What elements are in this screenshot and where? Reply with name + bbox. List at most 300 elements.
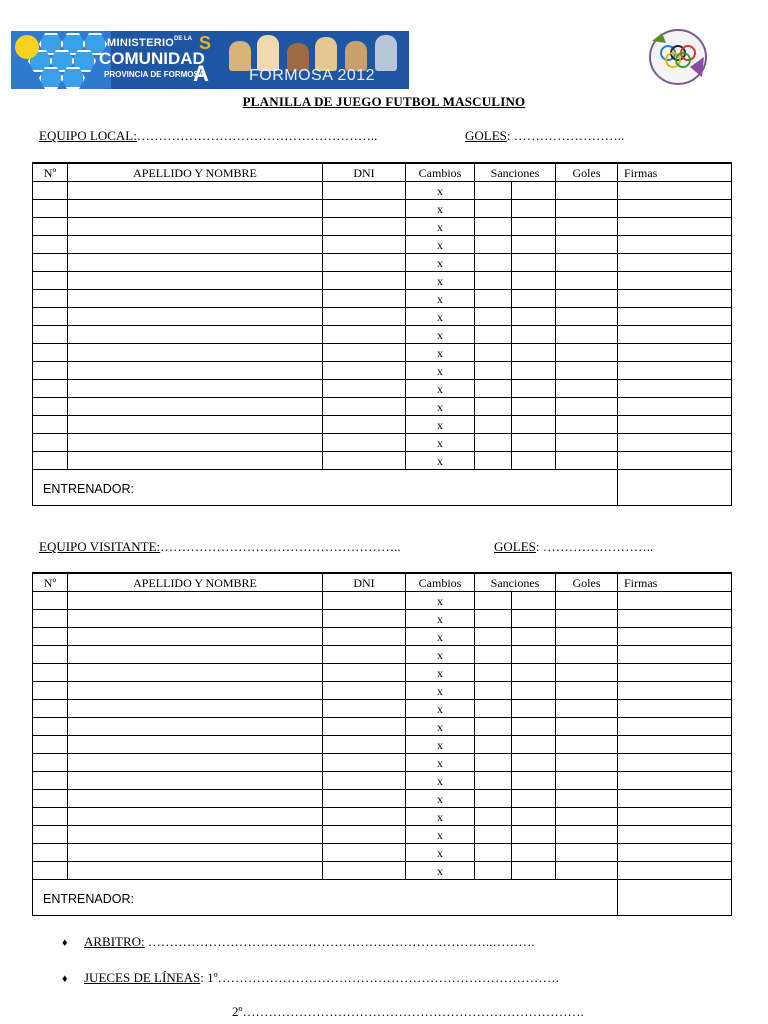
changes-cell[interactable]: x [406, 236, 475, 254]
number-cell[interactable] [33, 326, 68, 344]
col-sanctions-header: Sanciones [475, 573, 556, 592]
goals-cell[interactable] [556, 380, 618, 398]
number-cell[interactable] [33, 218, 68, 236]
goals-cell[interactable] [556, 434, 618, 452]
sanction-cell-2[interactable] [512, 772, 556, 790]
dni-cell[interactable] [323, 808, 406, 826]
changes-cell[interactable]: x [406, 646, 475, 664]
goals-cell[interactable] [556, 592, 618, 610]
goals-cell[interactable] [556, 754, 618, 772]
signature-cell[interactable] [618, 416, 732, 434]
visitor-team-label: EQUIPO VISITANTE: [39, 539, 161, 554]
sanction-cell-2[interactable] [512, 718, 556, 736]
number-cell[interactable] [33, 236, 68, 254]
sanction-cell-1[interactable] [475, 736, 512, 754]
name-cell[interactable] [68, 344, 323, 362]
dni-cell[interactable] [323, 718, 406, 736]
name-cell[interactable] [68, 416, 323, 434]
changes-cell[interactable]: x [406, 272, 475, 290]
changes-cell[interactable]: x [406, 592, 475, 610]
changes-cell[interactable]: x [406, 290, 475, 308]
local-team-field[interactable]: ……………………………………………….. [136, 128, 378, 143]
sanction-cell-2[interactable] [512, 808, 556, 826]
signature-cell[interactable] [618, 362, 732, 380]
changes-cell[interactable]: x [406, 754, 475, 772]
number-cell[interactable] [33, 380, 68, 398]
changes-cell[interactable]: x [406, 200, 475, 218]
name-cell[interactable] [68, 200, 323, 218]
referee-field[interactable]: ……………………………………………………………………..………. [144, 934, 535, 949]
name-cell[interactable] [68, 646, 323, 664]
number-cell[interactable] [33, 790, 68, 808]
dni-cell[interactable] [323, 452, 406, 470]
number-cell[interactable] [33, 290, 68, 308]
sanction-cell-2[interactable] [512, 398, 556, 416]
goals-cell[interactable] [556, 610, 618, 628]
table-row [33, 398, 732, 416]
table-row [33, 272, 732, 290]
signature-cell[interactable] [618, 200, 732, 218]
sanction-cell-1[interactable] [475, 682, 512, 700]
name-cell[interactable] [68, 844, 323, 862]
name-cell[interactable] [68, 718, 323, 736]
signature-cell[interactable] [618, 290, 732, 308]
goals-cell[interactable] [556, 344, 618, 362]
table-row [33, 826, 732, 844]
table-row [33, 844, 732, 862]
sanction-cell-1[interactable] [475, 290, 512, 308]
signature-cell[interactable] [618, 380, 732, 398]
name-cell[interactable] [68, 610, 323, 628]
sanction-cell-2[interactable] [512, 682, 556, 700]
name-cell[interactable] [68, 254, 323, 272]
sanction-cell-2[interactable] [512, 308, 556, 326]
signature-cell[interactable] [618, 826, 732, 844]
name-cell[interactable] [68, 790, 323, 808]
sanction-cell-2[interactable] [512, 344, 556, 362]
sanction-cell-2[interactable] [512, 700, 556, 718]
number-cell[interactable] [33, 826, 68, 844]
goals-cell[interactable] [556, 452, 618, 470]
signature-cell[interactable] [618, 736, 732, 754]
sanction-cell-1[interactable] [475, 862, 512, 880]
sanction-cell-2[interactable] [512, 844, 556, 862]
page-title: PLANILLA DE JUEGO FUTBOL MASCULINO [242, 94, 526, 109]
signature-cell[interactable] [618, 718, 732, 736]
name-cell[interactable] [68, 628, 323, 646]
sanction-cell-1[interactable] [475, 308, 512, 326]
name-cell[interactable] [68, 218, 323, 236]
sanction-cell-2[interactable] [512, 416, 556, 434]
changes-cell[interactable]: x [406, 664, 475, 682]
goals-cell[interactable] [556, 736, 618, 754]
goals-cell[interactable] [556, 200, 618, 218]
number-cell[interactable] [33, 628, 68, 646]
goals-cell[interactable] [556, 254, 618, 272]
sanction-cell-1[interactable] [475, 772, 512, 790]
dni-cell[interactable] [323, 772, 406, 790]
number-cell[interactable] [33, 772, 68, 790]
signature-cell[interactable] [618, 452, 732, 470]
banner-s-letter: S [199, 33, 212, 53]
goals-cell[interactable] [556, 664, 618, 682]
col-signatures-header: Firmas [618, 163, 732, 182]
dni-cell[interactable] [323, 182, 406, 200]
changes-cell[interactable]: x [406, 772, 475, 790]
goals-cell[interactable] [556, 272, 618, 290]
goals-cell[interactable] [556, 808, 618, 826]
banner-community-label: COMUNIDAD [99, 49, 205, 68]
diamond-bullet-icon: ♦ [62, 973, 68, 985]
signature-cell[interactable] [618, 272, 732, 290]
sanction-cell-2[interactable] [512, 182, 556, 200]
sanction-cell-1[interactable] [475, 718, 512, 736]
changes-cell[interactable]: x [406, 452, 475, 470]
dni-cell[interactable] [323, 736, 406, 754]
dni-cell[interactable] [323, 290, 406, 308]
name-cell[interactable] [68, 308, 323, 326]
name-cell[interactable] [68, 272, 323, 290]
sanction-cell-1[interactable] [475, 218, 512, 236]
sanction-cell-2[interactable] [512, 218, 556, 236]
visitor-team-line [39, 539, 401, 555]
number-cell[interactable] [33, 434, 68, 452]
name-cell[interactable] [68, 808, 323, 826]
name-cell[interactable] [68, 434, 323, 452]
changes-cell[interactable]: x [406, 718, 475, 736]
header-banner [11, 31, 409, 89]
goals-cell[interactable] [556, 398, 618, 416]
table-row [33, 754, 732, 772]
sanction-cell-1[interactable] [475, 754, 512, 772]
referee-line [62, 934, 535, 950]
linesmen-label: JUECES DE LÍNEAS [84, 970, 201, 985]
local-goals-label: GOLES [465, 128, 507, 143]
signature-cell[interactable] [618, 344, 732, 362]
table-row [33, 808, 732, 826]
dni-cell[interactable] [323, 272, 406, 290]
sanction-cell-2[interactable] [512, 664, 556, 682]
number-cell[interactable] [33, 718, 68, 736]
signature-cell[interactable] [618, 218, 732, 236]
signature-cell[interactable] [618, 844, 732, 862]
number-cell[interactable] [33, 754, 68, 772]
sanction-cell-1[interactable] [475, 628, 512, 646]
number-cell[interactable] [33, 844, 68, 862]
dni-cell[interactable] [323, 308, 406, 326]
sanction-cell-2[interactable] [512, 290, 556, 308]
sanction-cell-1[interactable] [475, 398, 512, 416]
banner-ministry-label: MINISTERIO [107, 37, 175, 49]
name-cell[interactable] [68, 664, 323, 682]
table-row [33, 308, 732, 326]
goals-cell[interactable] [556, 682, 618, 700]
number-cell[interactable] [33, 682, 68, 700]
sanction-cell-1[interactable] [475, 416, 512, 434]
name-cell[interactable] [68, 182, 323, 200]
number-cell[interactable] [33, 272, 68, 290]
signature-cell[interactable] [618, 254, 732, 272]
dni-cell[interactable] [323, 826, 406, 844]
linesman-1-field[interactable]: : 1º……………………………………………………………………. [200, 970, 559, 985]
number-cell[interactable] [33, 308, 68, 326]
visitor-team-field[interactable]: ……………………………………………….. [160, 539, 401, 554]
dni-cell[interactable] [323, 844, 406, 862]
coach-signature-cell[interactable] [618, 470, 732, 506]
name-cell[interactable] [68, 398, 323, 416]
signature-cell[interactable] [618, 610, 732, 628]
goals-cell[interactable] [556, 826, 618, 844]
changes-cell[interactable]: x [406, 362, 475, 380]
signature-cell[interactable] [618, 592, 732, 610]
signature-cell[interactable] [618, 700, 732, 718]
name-cell[interactable] [68, 290, 323, 308]
sanction-cell-2[interactable] [512, 326, 556, 344]
local-team-label: EQUIPO LOCAL: [39, 128, 137, 143]
signature-cell[interactable] [618, 308, 732, 326]
goals-cell[interactable] [556, 362, 618, 380]
dni-cell[interactable] [323, 200, 406, 218]
dni-cell[interactable] [323, 664, 406, 682]
goals-cell[interactable] [556, 862, 618, 880]
number-cell[interactable] [33, 398, 68, 416]
number-cell[interactable] [33, 808, 68, 826]
dni-cell[interactable] [323, 326, 406, 344]
changes-cell[interactable]: x [406, 398, 475, 416]
sanction-cell-1[interactable] [475, 380, 512, 398]
coach-signature-cell[interactable] [618, 880, 732, 916]
number-cell[interactable] [33, 362, 68, 380]
goals-cell[interactable] [556, 182, 618, 200]
sanction-cell-1[interactable] [475, 844, 512, 862]
changes-cell[interactable]: x [406, 844, 475, 862]
changes-cell[interactable]: x [406, 218, 475, 236]
signature-cell[interactable] [618, 808, 732, 826]
sanction-cell-1[interactable] [475, 790, 512, 808]
sanction-cell-1[interactable] [475, 592, 512, 610]
col-name-header: APELLIDO Y NOMBRE [68, 573, 323, 592]
table-row [33, 718, 732, 736]
name-cell[interactable] [68, 362, 323, 380]
number-cell[interactable] [33, 254, 68, 272]
name-cell[interactable] [68, 592, 323, 610]
signature-cell[interactable] [618, 790, 732, 808]
number-cell[interactable] [33, 416, 68, 434]
number-cell[interactable] [33, 700, 68, 718]
dni-cell[interactable] [323, 610, 406, 628]
changes-cell[interactable]: x [406, 808, 475, 826]
sanction-cell-1[interactable] [475, 664, 512, 682]
goals-cell[interactable] [556, 218, 618, 236]
dni-cell[interactable] [323, 398, 406, 416]
signature-cell[interactable] [618, 628, 732, 646]
sanction-cell-2[interactable] [512, 434, 556, 452]
name-cell[interactable] [68, 452, 323, 470]
signature-cell[interactable] [618, 862, 732, 880]
col-goals-header: Goles [556, 573, 618, 592]
sanction-cell-2[interactable] [512, 754, 556, 772]
linesmen-line [62, 970, 559, 986]
sanction-cell-2[interactable] [512, 362, 556, 380]
sanction-cell-2[interactable] [512, 272, 556, 290]
changes-cell[interactable]: x [406, 610, 475, 628]
name-cell[interactable] [68, 682, 323, 700]
goals-cell[interactable] [556, 646, 618, 664]
goals-cell[interactable] [556, 326, 618, 344]
col-name-header: APELLIDO Y NOMBRE [68, 163, 323, 182]
sanction-cell-2[interactable] [512, 646, 556, 664]
linesman-2-field[interactable]: 2º……………………………………………………………………. [232, 1004, 584, 1019]
changes-cell[interactable]: x [406, 416, 475, 434]
sanction-cell-1[interactable] [475, 610, 512, 628]
dni-cell[interactable] [323, 344, 406, 362]
signature-cell[interactable] [618, 398, 732, 416]
changes-cell[interactable]: x [406, 380, 475, 398]
goals-cell[interactable] [556, 416, 618, 434]
sports-department-logo-icon [646, 27, 710, 87]
sanction-cell-2[interactable] [512, 380, 556, 398]
changes-cell[interactable]: x [406, 628, 475, 646]
changes-cell[interactable]: x [406, 682, 475, 700]
name-cell[interactable] [68, 826, 323, 844]
name-cell[interactable] [68, 862, 323, 880]
changes-cell[interactable]: x [406, 344, 475, 362]
number-cell[interactable] [33, 646, 68, 664]
dni-cell[interactable] [323, 434, 406, 452]
name-cell[interactable] [68, 326, 323, 344]
changes-cell[interactable]: x [406, 826, 475, 844]
sanction-cell-1[interactable] [475, 326, 512, 344]
dni-cell[interactable] [323, 790, 406, 808]
number-cell[interactable] [33, 610, 68, 628]
sanction-cell-2[interactable] [512, 862, 556, 880]
goals-cell[interactable] [556, 236, 618, 254]
number-cell[interactable] [33, 344, 68, 362]
sanction-cell-2[interactable] [512, 610, 556, 628]
sanction-cell-1[interactable] [475, 182, 512, 200]
signature-cell[interactable] [618, 754, 732, 772]
dni-cell[interactable] [323, 754, 406, 772]
name-cell[interactable] [68, 736, 323, 754]
changes-cell[interactable]: x [406, 326, 475, 344]
changes-cell[interactable]: x [406, 254, 475, 272]
visitor-goals-field[interactable]: : …………………….. [535, 539, 654, 554]
name-cell[interactable] [68, 380, 323, 398]
goals-cell[interactable] [556, 844, 618, 862]
sanction-cell-2[interactable] [512, 628, 556, 646]
dni-cell[interactable] [323, 682, 406, 700]
signature-cell[interactable] [618, 236, 732, 254]
signature-cell[interactable] [618, 182, 732, 200]
table-row [33, 592, 732, 610]
sanction-cell-1[interactable] [475, 272, 512, 290]
banner-event-label: FORMOSA 2012 [249, 67, 376, 84]
sanction-cell-1[interactable] [475, 826, 512, 844]
signature-cell[interactable] [618, 772, 732, 790]
changes-cell[interactable]: x [406, 700, 475, 718]
goals-cell[interactable] [556, 718, 618, 736]
signature-cell[interactable] [618, 326, 732, 344]
dni-cell[interactable] [323, 416, 406, 434]
goals-cell[interactable] [556, 790, 618, 808]
goals-cell[interactable] [556, 290, 618, 308]
signature-cell[interactable] [618, 682, 732, 700]
number-cell[interactable] [33, 182, 68, 200]
number-cell[interactable] [33, 736, 68, 754]
name-cell[interactable] [68, 772, 323, 790]
dni-cell[interactable] [323, 862, 406, 880]
local-goals-field[interactable]: : …………………….. [506, 128, 625, 143]
sanction-cell-2[interactable] [512, 826, 556, 844]
sanction-cell-1[interactable] [475, 452, 512, 470]
sanction-cell-1[interactable] [475, 646, 512, 664]
sanction-cell-1[interactable] [475, 236, 512, 254]
name-cell[interactable] [68, 236, 323, 254]
sanction-cell-2[interactable] [512, 592, 556, 610]
changes-cell[interactable]: x [406, 182, 475, 200]
linesman-2-line [232, 1004, 584, 1020]
changes-cell[interactable]: x [406, 862, 475, 880]
table-row [33, 862, 732, 880]
sanction-cell-1[interactable] [475, 362, 512, 380]
signature-cell[interactable] [618, 434, 732, 452]
signature-cell[interactable] [618, 664, 732, 682]
sanction-cell-2[interactable] [512, 200, 556, 218]
dni-cell[interactable] [323, 380, 406, 398]
dni-cell[interactable] [323, 362, 406, 380]
changes-cell[interactable]: x [406, 434, 475, 452]
sanction-cell-1[interactable] [475, 434, 512, 452]
diamond-bullet-icon: ♦ [62, 937, 68, 949]
dni-cell[interactable] [323, 254, 406, 272]
dni-cell[interactable] [323, 700, 406, 718]
number-cell[interactable] [33, 200, 68, 218]
goals-cell[interactable] [556, 700, 618, 718]
name-cell[interactable] [68, 700, 323, 718]
dni-cell[interactable] [323, 628, 406, 646]
number-cell[interactable] [33, 452, 68, 470]
number-cell[interactable] [33, 592, 68, 610]
changes-cell[interactable]: x [406, 736, 475, 754]
sanction-cell-1[interactable] [475, 344, 512, 362]
number-cell[interactable] [33, 664, 68, 682]
name-cell[interactable] [68, 754, 323, 772]
goals-cell[interactable] [556, 308, 618, 326]
sanction-cell-2[interactable] [512, 790, 556, 808]
number-cell[interactable] [33, 862, 68, 880]
sanction-cell-2[interactable] [512, 236, 556, 254]
sanction-cell-2[interactable] [512, 736, 556, 754]
hexagon-pattern [11, 31, 111, 89]
changes-cell[interactable]: x [406, 308, 475, 326]
changes-cell[interactable]: x [406, 790, 475, 808]
sanction-cell-1[interactable] [475, 808, 512, 826]
table-row [33, 218, 732, 236]
dni-cell[interactable] [323, 218, 406, 236]
dni-cell[interactable] [323, 236, 406, 254]
sanction-cell-2[interactable] [512, 254, 556, 272]
sanction-cell-1[interactable] [475, 200, 512, 218]
sanction-cell-1[interactable] [475, 700, 512, 718]
goals-cell[interactable] [556, 628, 618, 646]
visitor-goals-line [494, 539, 653, 555]
signature-cell[interactable] [618, 646, 732, 664]
sanction-cell-2[interactable] [512, 452, 556, 470]
goals-cell[interactable] [556, 772, 618, 790]
dni-cell[interactable] [323, 646, 406, 664]
dni-cell[interactable] [323, 592, 406, 610]
sanction-cell-1[interactable] [475, 254, 512, 272]
